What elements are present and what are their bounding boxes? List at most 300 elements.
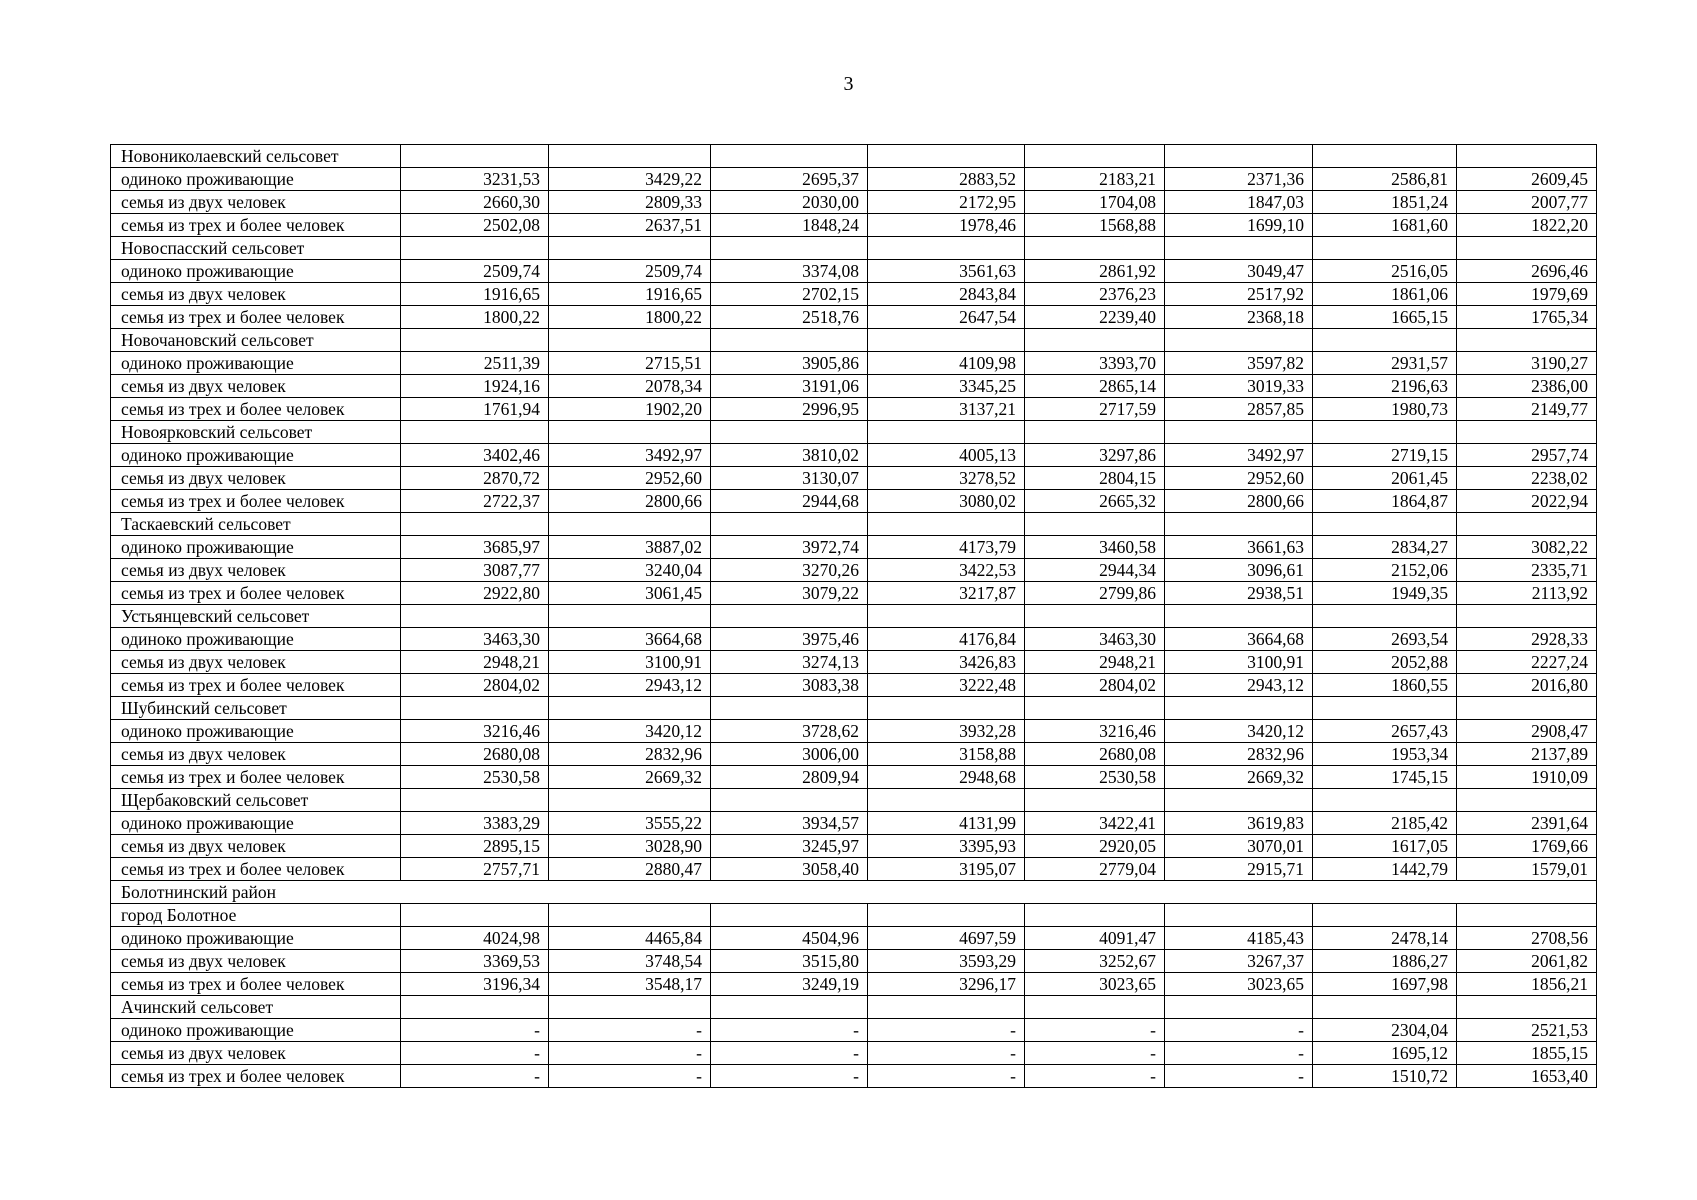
section-header-row xyxy=(111,904,1597,927)
value-cell: - xyxy=(868,1065,1025,1088)
empty-cell xyxy=(711,237,868,260)
empty-cell xyxy=(549,513,711,536)
value-cell: 2702,15 xyxy=(711,283,868,306)
empty-cell xyxy=(1165,513,1313,536)
row-label: семья из трех и более человек xyxy=(111,973,401,996)
value-cell: 2502,08 xyxy=(401,214,549,237)
value-cell: 4504,96 xyxy=(711,927,868,950)
value-cell: 3810,02 xyxy=(711,444,868,467)
empty-cell xyxy=(549,605,711,628)
value-cell: 3748,54 xyxy=(549,950,711,973)
empty-cell xyxy=(868,789,1025,812)
value-cell: 2078,34 xyxy=(549,375,711,398)
value-cell: 2948,21 xyxy=(1025,651,1165,674)
value-cell: 1617,05 xyxy=(1313,835,1457,858)
empty-cell xyxy=(868,329,1025,352)
empty-cell xyxy=(711,145,868,168)
value-cell: 1916,65 xyxy=(401,283,549,306)
value-cell: 3369,53 xyxy=(401,950,549,973)
value-cell: 1704,08 xyxy=(1025,191,1165,214)
value-cell: 3664,68 xyxy=(1165,628,1313,651)
value-cell: 2509,74 xyxy=(401,260,549,283)
value-cell: 2530,58 xyxy=(1025,766,1165,789)
value-cell: 2865,14 xyxy=(1025,375,1165,398)
value-cell: 3345,25 xyxy=(868,375,1025,398)
empty-cell xyxy=(1025,605,1165,628)
value-cell: 3422,41 xyxy=(1025,812,1165,835)
value-cell: 1847,03 xyxy=(1165,191,1313,214)
empty-cell xyxy=(401,605,549,628)
empty-cell xyxy=(1025,145,1165,168)
section-title: Новоярковский сельсовет xyxy=(111,421,401,444)
empty-cell xyxy=(1165,329,1313,352)
section-header-row xyxy=(111,513,1597,536)
table-row xyxy=(111,973,1597,996)
value-cell: 4697,59 xyxy=(868,927,1025,950)
value-cell: 1910,09 xyxy=(1457,766,1597,789)
value-cell: 3555,22 xyxy=(549,812,711,835)
section-header-row xyxy=(111,421,1597,444)
value-cell: 3374,08 xyxy=(711,260,868,283)
value-cell: 1886,27 xyxy=(1313,950,1457,973)
value-cell: 2680,08 xyxy=(401,743,549,766)
table-row xyxy=(111,582,1597,605)
value-cell: 2717,59 xyxy=(1025,398,1165,421)
section-title: Новочановский сельсовет xyxy=(111,329,401,352)
value-cell: 3972,74 xyxy=(711,536,868,559)
table-row xyxy=(111,1019,1597,1042)
section-header-row xyxy=(111,881,1597,904)
value-cell: 1568,88 xyxy=(1025,214,1165,237)
empty-cell xyxy=(549,237,711,260)
empty-cell xyxy=(1025,697,1165,720)
table-row xyxy=(111,1065,1597,1088)
table-row xyxy=(111,168,1597,191)
value-cell: 4131,99 xyxy=(868,812,1025,835)
table-row xyxy=(111,352,1597,375)
value-cell: 2800,66 xyxy=(549,490,711,513)
value-cell: 3297,86 xyxy=(1025,444,1165,467)
table-row xyxy=(111,536,1597,559)
value-cell: 2669,32 xyxy=(549,766,711,789)
value-cell: 3460,58 xyxy=(1025,536,1165,559)
value-cell: 2335,71 xyxy=(1457,559,1597,582)
value-cell: 2196,63 xyxy=(1313,375,1457,398)
empty-cell xyxy=(1165,789,1313,812)
value-cell: 1855,15 xyxy=(1457,1042,1597,1065)
empty-cell xyxy=(868,237,1025,260)
empty-cell xyxy=(868,904,1025,927)
section-title: Новониколаевский сельсовет xyxy=(111,145,401,168)
value-cell: 2239,40 xyxy=(1025,306,1165,329)
empty-cell xyxy=(401,329,549,352)
value-cell: - xyxy=(1025,1065,1165,1088)
value-cell: 2799,86 xyxy=(1025,582,1165,605)
value-cell: 3028,90 xyxy=(549,835,711,858)
value-cell: 2478,14 xyxy=(1313,927,1457,950)
empty-cell xyxy=(401,513,549,536)
table-row xyxy=(111,444,1597,467)
empty-cell xyxy=(868,605,1025,628)
empty-cell xyxy=(1457,789,1597,812)
table-row xyxy=(111,858,1597,881)
value-cell: 1699,10 xyxy=(1165,214,1313,237)
value-cell: 2928,33 xyxy=(1457,628,1597,651)
value-cell: 4465,84 xyxy=(549,927,711,950)
section-title: город Болотное xyxy=(111,904,401,927)
empty-cell xyxy=(711,904,868,927)
value-cell: 2915,71 xyxy=(1165,858,1313,881)
table-body xyxy=(111,145,1597,1088)
value-cell: 2920,05 xyxy=(1025,835,1165,858)
value-cell: 3661,63 xyxy=(1165,536,1313,559)
value-cell: 3231,53 xyxy=(401,168,549,191)
value-cell: 2238,02 xyxy=(1457,467,1597,490)
empty-cell xyxy=(1025,789,1165,812)
empty-cell xyxy=(549,329,711,352)
row-label: семья из двух человек xyxy=(111,651,401,674)
value-cell: - xyxy=(549,1042,711,1065)
value-cell: 4109,98 xyxy=(868,352,1025,375)
value-cell: 2152,06 xyxy=(1313,559,1457,582)
value-cell: 2061,82 xyxy=(1457,950,1597,973)
empty-cell xyxy=(401,697,549,720)
value-cell: 3100,91 xyxy=(1165,651,1313,674)
value-cell: 3429,22 xyxy=(549,168,711,191)
value-cell: 2857,85 xyxy=(1165,398,1313,421)
value-cell: 1510,72 xyxy=(1313,1065,1457,1088)
value-cell: 2943,12 xyxy=(549,674,711,697)
value-cell: 3561,63 xyxy=(868,260,1025,283)
empty-cell xyxy=(1025,237,1165,260)
value-cell: 3191,06 xyxy=(711,375,868,398)
value-cell: 1902,20 xyxy=(549,398,711,421)
value-cell: - xyxy=(549,1019,711,1042)
empty-cell xyxy=(1313,329,1457,352)
tariff-table xyxy=(110,144,1597,1088)
empty-cell xyxy=(1457,697,1597,720)
section-title: Болотнинский район xyxy=(111,881,1597,904)
row-label: одиноко проживающие xyxy=(111,1019,401,1042)
value-cell: 2386,00 xyxy=(1457,375,1597,398)
empty-cell xyxy=(1025,329,1165,352)
empty-cell xyxy=(1313,789,1457,812)
value-cell: 4173,79 xyxy=(868,536,1025,559)
value-cell: 1695,12 xyxy=(1313,1042,1457,1065)
empty-cell xyxy=(1457,237,1597,260)
value-cell: 3270,26 xyxy=(711,559,868,582)
empty-cell xyxy=(711,789,868,812)
empty-cell xyxy=(1457,145,1597,168)
table-row xyxy=(111,950,1597,973)
section-title: Шубинский сельсовет xyxy=(111,697,401,720)
value-cell: 3393,70 xyxy=(1025,352,1165,375)
empty-cell xyxy=(1457,996,1597,1019)
value-cell: 3420,12 xyxy=(1165,720,1313,743)
table-row xyxy=(111,490,1597,513)
value-cell: 3082,22 xyxy=(1457,536,1597,559)
empty-cell xyxy=(1165,605,1313,628)
value-cell: - xyxy=(549,1065,711,1088)
value-cell: 3548,17 xyxy=(549,973,711,996)
section-header-row xyxy=(111,237,1597,260)
table-row xyxy=(111,651,1597,674)
section-title: Таскаевский сельсовет xyxy=(111,513,401,536)
row-label: семья из двух человек xyxy=(111,191,401,214)
value-cell: 3058,40 xyxy=(711,858,868,881)
value-cell: 2637,51 xyxy=(549,214,711,237)
value-cell: - xyxy=(1025,1019,1165,1042)
value-cell: 1765,34 xyxy=(1457,306,1597,329)
row-label: семья из трех и более человек xyxy=(111,1065,401,1088)
row-label: семья из двух человек xyxy=(111,467,401,490)
value-cell: 3245,97 xyxy=(711,835,868,858)
empty-cell xyxy=(401,904,549,927)
empty-cell xyxy=(1165,421,1313,444)
empty-cell xyxy=(1165,237,1313,260)
value-cell: - xyxy=(1025,1042,1165,1065)
value-cell: 3934,57 xyxy=(711,812,868,835)
value-cell: 3087,77 xyxy=(401,559,549,582)
table-row xyxy=(111,559,1597,582)
value-cell: 2660,30 xyxy=(401,191,549,214)
value-cell: 1769,66 xyxy=(1457,835,1597,858)
value-cell: - xyxy=(711,1065,868,1088)
value-cell: 1697,98 xyxy=(1313,973,1457,996)
value-cell: 2022,94 xyxy=(1457,490,1597,513)
empty-cell xyxy=(401,237,549,260)
value-cell: - xyxy=(711,1042,868,1065)
value-cell: 1442,79 xyxy=(1313,858,1457,881)
value-cell: 1916,65 xyxy=(549,283,711,306)
empty-cell xyxy=(1457,421,1597,444)
value-cell: 2870,72 xyxy=(401,467,549,490)
value-cell: 2895,15 xyxy=(401,835,549,858)
value-cell: 2695,37 xyxy=(711,168,868,191)
empty-cell xyxy=(401,996,549,1019)
value-cell: 2809,33 xyxy=(549,191,711,214)
row-label: семья из трех и более человек xyxy=(111,490,401,513)
value-cell: 3463,30 xyxy=(401,628,549,651)
value-cell: 2779,04 xyxy=(1025,858,1165,881)
value-cell: 3515,80 xyxy=(711,950,868,973)
empty-cell xyxy=(1313,996,1457,1019)
value-cell: 3932,28 xyxy=(868,720,1025,743)
empty-cell xyxy=(1025,996,1165,1019)
value-cell: 3274,13 xyxy=(711,651,868,674)
row-label: одиноко проживающие xyxy=(111,444,401,467)
empty-cell xyxy=(1313,421,1457,444)
empty-cell xyxy=(1165,996,1313,1019)
value-cell: 3079,22 xyxy=(711,582,868,605)
value-cell: 2007,77 xyxy=(1457,191,1597,214)
value-cell: 2391,64 xyxy=(1457,812,1597,835)
value-cell: 4005,13 xyxy=(868,444,1025,467)
value-cell: 4024,98 xyxy=(401,927,549,950)
value-cell: 3190,27 xyxy=(1457,352,1597,375)
empty-cell xyxy=(711,421,868,444)
value-cell: 2938,51 xyxy=(1165,582,1313,605)
value-cell: 1848,24 xyxy=(711,214,868,237)
empty-cell xyxy=(1313,513,1457,536)
value-cell: 2804,02 xyxy=(1025,674,1165,697)
section-title: Новоспасский сельсовет xyxy=(111,237,401,260)
value-cell: 2665,32 xyxy=(1025,490,1165,513)
empty-cell xyxy=(711,697,868,720)
value-cell: 3593,29 xyxy=(868,950,1025,973)
value-cell: 3217,87 xyxy=(868,582,1025,605)
empty-cell xyxy=(549,904,711,927)
value-cell: 2113,92 xyxy=(1457,582,1597,605)
value-cell: 2172,95 xyxy=(868,191,1025,214)
row-label: одиноко проживающие xyxy=(111,628,401,651)
value-cell: 3685,97 xyxy=(401,536,549,559)
value-cell: 2832,96 xyxy=(549,743,711,766)
row-label: одиноко проживающие xyxy=(111,720,401,743)
value-cell: 3049,47 xyxy=(1165,260,1313,283)
value-cell: 2185,42 xyxy=(1313,812,1457,835)
value-cell: - xyxy=(868,1019,1025,1042)
value-cell: 3420,12 xyxy=(549,720,711,743)
value-cell: 2908,47 xyxy=(1457,720,1597,743)
value-cell: 2861,92 xyxy=(1025,260,1165,283)
value-cell: 3905,86 xyxy=(711,352,868,375)
value-cell: 1861,06 xyxy=(1313,283,1457,306)
value-cell: 2609,45 xyxy=(1457,168,1597,191)
value-cell: 1949,35 xyxy=(1313,582,1457,605)
table-row xyxy=(111,927,1597,950)
section-header-row xyxy=(111,996,1597,1019)
value-cell: 3395,93 xyxy=(868,835,1025,858)
table-row xyxy=(111,398,1597,421)
value-cell: 3402,46 xyxy=(401,444,549,467)
table-row xyxy=(111,214,1597,237)
value-cell: 4185,43 xyxy=(1165,927,1313,950)
value-cell: 1856,21 xyxy=(1457,973,1597,996)
empty-cell xyxy=(868,145,1025,168)
section-title: Ачинский сельсовет xyxy=(111,996,401,1019)
value-cell: 2227,24 xyxy=(1457,651,1597,674)
value-cell: 2693,54 xyxy=(1313,628,1457,651)
value-cell: 3492,97 xyxy=(1165,444,1313,467)
empty-cell xyxy=(1313,605,1457,628)
row-label: семья из трех и более человек xyxy=(111,766,401,789)
value-cell: 2952,60 xyxy=(1165,467,1313,490)
value-cell: 1860,55 xyxy=(1313,674,1457,697)
value-cell: 3252,67 xyxy=(1025,950,1165,973)
value-cell: 3296,17 xyxy=(868,973,1025,996)
value-cell: 3216,46 xyxy=(401,720,549,743)
value-cell: 2061,45 xyxy=(1313,467,1457,490)
value-cell: - xyxy=(401,1019,549,1042)
value-cell: 1800,22 xyxy=(549,306,711,329)
section-header-row xyxy=(111,789,1597,812)
value-cell: 2922,80 xyxy=(401,582,549,605)
row-label: семья из трех и более человек xyxy=(111,306,401,329)
value-cell: 2883,52 xyxy=(868,168,1025,191)
row-label: одиноко проживающие xyxy=(111,812,401,835)
table-row xyxy=(111,375,1597,398)
value-cell: 2518,76 xyxy=(711,306,868,329)
value-cell: 2371,36 xyxy=(1165,168,1313,191)
value-cell: 3240,04 xyxy=(549,559,711,582)
value-cell: 3196,34 xyxy=(401,973,549,996)
value-cell: 2530,58 xyxy=(401,766,549,789)
value-cell: 3070,01 xyxy=(1165,835,1313,858)
row-label: семья из трех и более человек xyxy=(111,674,401,697)
row-label: семья из трех и более человек xyxy=(111,582,401,605)
table-row xyxy=(111,306,1597,329)
empty-cell xyxy=(711,996,868,1019)
empty-cell xyxy=(401,145,549,168)
value-cell: 2943,12 xyxy=(1165,674,1313,697)
value-cell: 2804,15 xyxy=(1025,467,1165,490)
value-cell: 3006,00 xyxy=(711,743,868,766)
value-cell: 2715,51 xyxy=(549,352,711,375)
table-row xyxy=(111,674,1597,697)
section-title: Устьянцевский сельсовет xyxy=(111,605,401,628)
value-cell: 1653,40 xyxy=(1457,1065,1597,1088)
empty-cell xyxy=(1165,697,1313,720)
table-row xyxy=(111,812,1597,835)
value-cell: 2719,15 xyxy=(1313,444,1457,467)
value-cell: 3887,02 xyxy=(549,536,711,559)
value-cell: 3664,68 xyxy=(549,628,711,651)
empty-cell xyxy=(549,697,711,720)
value-cell: 3096,61 xyxy=(1165,559,1313,582)
value-cell: 1979,69 xyxy=(1457,283,1597,306)
row-label: семья из трех и более человек xyxy=(111,398,401,421)
row-label: семья из двух человек xyxy=(111,375,401,398)
value-cell: 3195,07 xyxy=(868,858,1025,881)
value-cell: 2944,34 xyxy=(1025,559,1165,582)
empty-cell xyxy=(1313,697,1457,720)
empty-cell xyxy=(868,697,1025,720)
value-cell: 3267,37 xyxy=(1165,950,1313,973)
value-cell: 3061,45 xyxy=(549,582,711,605)
value-cell: 3137,21 xyxy=(868,398,1025,421)
value-cell: 3083,38 xyxy=(711,674,868,697)
value-cell: 3463,30 xyxy=(1025,628,1165,651)
value-cell: 2669,32 xyxy=(1165,766,1313,789)
value-cell: 1851,24 xyxy=(1313,191,1457,214)
value-cell: 1953,34 xyxy=(1313,743,1457,766)
empty-cell xyxy=(401,789,549,812)
empty-cell xyxy=(1165,145,1313,168)
value-cell: 3130,07 xyxy=(711,467,868,490)
empty-cell xyxy=(711,513,868,536)
empty-cell xyxy=(1313,904,1457,927)
value-cell: - xyxy=(868,1042,1025,1065)
table-row xyxy=(111,260,1597,283)
value-cell: 3728,62 xyxy=(711,720,868,743)
empty-cell xyxy=(868,421,1025,444)
empty-cell xyxy=(1457,329,1597,352)
empty-cell xyxy=(1025,513,1165,536)
value-cell: 4091,47 xyxy=(1025,927,1165,950)
value-cell: 3080,02 xyxy=(868,490,1025,513)
value-cell: 2149,77 xyxy=(1457,398,1597,421)
table-row xyxy=(111,835,1597,858)
section-header-row xyxy=(111,605,1597,628)
value-cell: 2030,00 xyxy=(711,191,868,214)
value-cell: 3019,33 xyxy=(1165,375,1313,398)
empty-cell xyxy=(1165,904,1313,927)
section-header-row xyxy=(111,329,1597,352)
row-label: одиноко проживающие xyxy=(111,260,401,283)
value-cell: 3619,83 xyxy=(1165,812,1313,835)
row-label: одиноко проживающие xyxy=(111,927,401,950)
